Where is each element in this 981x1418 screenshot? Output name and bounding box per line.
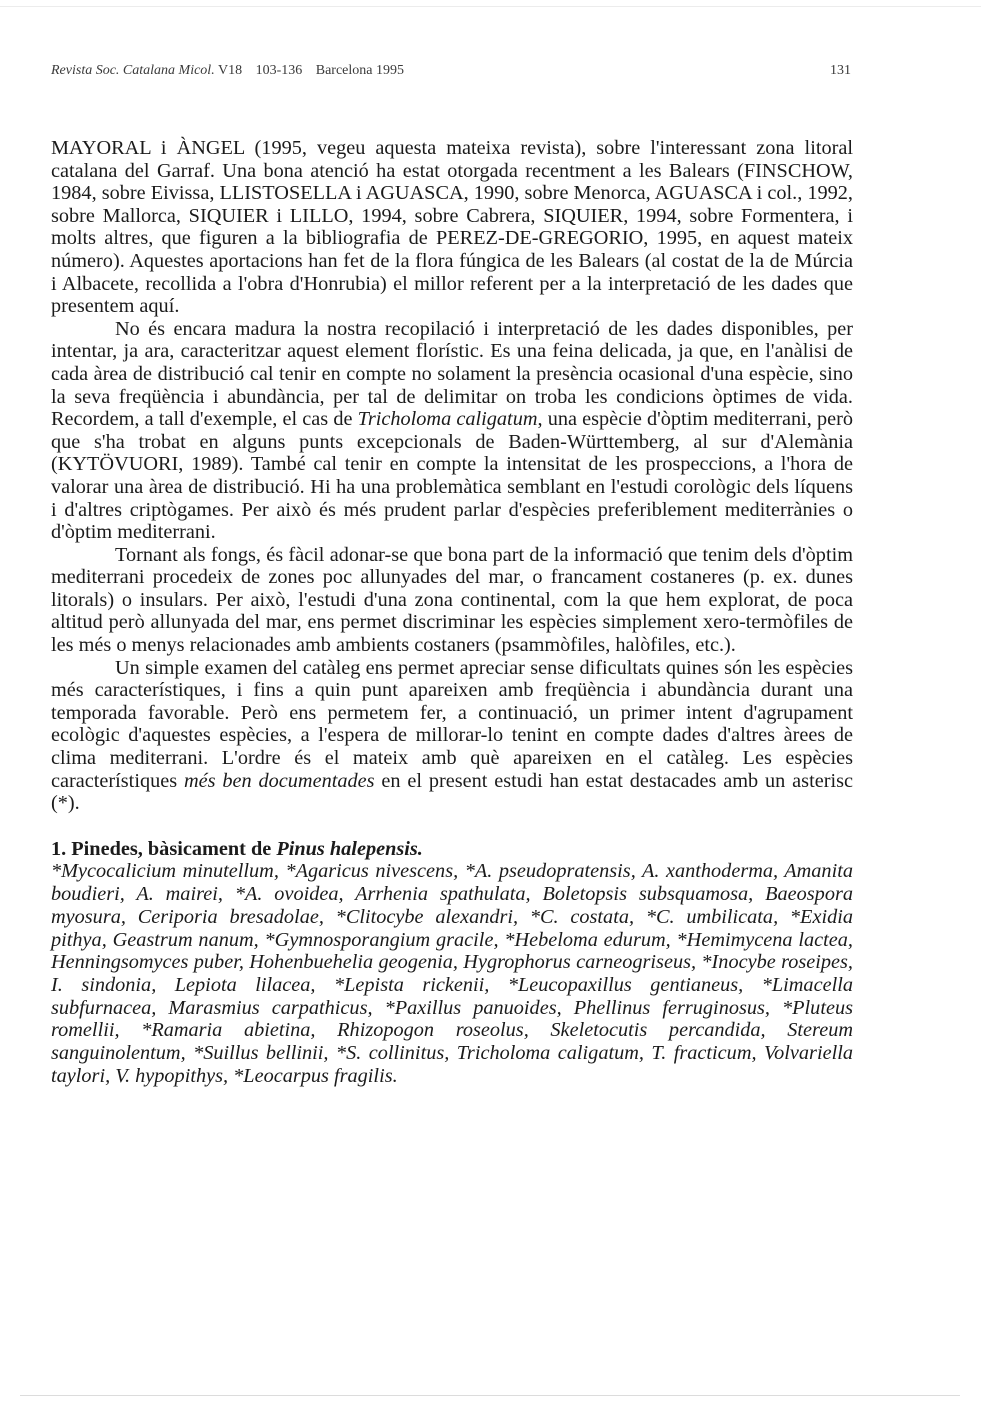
journal-place-year: Barcelona 1995 (315, 63, 404, 78)
page-body (51, 137, 853, 1087)
paragraph-3: Tornant als fongs, és fàcil adonar-se que bona part de la informació que tenim dels d'òptim mediterrani procedeix de zones poc allunyades del mar, o francament costaneres (p. ex. dunes litorals) o insulars. Per això, l'estudi d'una zona continental, com la que hem explorat, de poca altitud però allunyada del mar, ens permet discriminar les espècies simplement xero-termòfiles de les més o menys relacionades amb ambients costaners (psammòfiles, halòfiles, etc.). (51, 543, 853, 657)
top-rule (0, 6, 981, 7)
paragraph-2-part-2: , una espècie d'òptim mediterrani, però que s'ha trobat en alguns punts excepcionals de Baden-Württemberg, al sur d'Alemània (KYTÖVUORI, 1989). També cal tenir en compte la intensitat de les prospeccions, a l'hora de valorar una àrea de distribució. Hi ha una problemàtica semblant en l'estudi corològic dels líquens i d'altres criptògames. Per això és més prudent parlar d'espècies preferiblement mediterrànies o d'òptim mediterrani. (51, 408, 853, 544)
journal-volume: V18 (217, 63, 243, 78)
section-title (51, 838, 853, 861)
paragraph-2-part-1: No és encara madura la nostra recopilació i interpretació de les dades disponibles, per intentar, ja ara, caracteritzar aquest element florístic. Es una feina delicada, ja que, en l'anàlisi de cada àrea de distribució cal tenir en compte no solament la presència ocasional d'una espècie, sino la seva freqüència i abundància, per tal de delimitar on troba les condicions òptimes de vida. Recordem, a tall d'exemple, el cas de (51, 317, 853, 431)
paragraph-2 (51, 318, 853, 544)
running-header (51, 63, 851, 85)
paragraph-4 (51, 657, 853, 815)
species-list: *Mycocalicium minutellum, *Agaricus nivescens, *A. pseudopratensis, A. xanthoderma, Amanita boudieri, A. mairei, *A. ovoidea, Arrhenia spathulata, Boletopsis subsquamosa, Baeospora myosura, Ceriporia bresadolae, *Clitocybe alexandri, *C. costata, *C. umbilicata, *Exidia pithya, Geastrum nanum, *Gymnosporangium gracile, *Hebeloma edurum, *Hemimycena lactea, Henningsomyces puber, Hohenbuehelia geogenia, Hygrophorus carneogriseus, *Inocybe roseipes, I. sindonia, Lepiota lilacea, *Lepista rickenii, *Leucopaxillus gentianeus, *Limacella subfurnacea, Marasmius carpathicus, *Paxillus panuoides, Phellinus ferruginosus, *Pluteus romellii, *Ramaria abietina, Rhizopogon roseolus, Skeletocutis percandida, Stereum sanguinolentum, *Suillus bellinii, *S. collinitus, Tricholoma caligatum, T. fracticum, Volvariella taylori, V. hypopithys, *Leocarpus fragilis. (51, 860, 853, 1087)
section-title-genus: Pinus halepensis. (276, 837, 423, 860)
bottom-rule (20, 1395, 960, 1396)
journal-name: Revista Soc. Catalana Micol. (51, 63, 215, 78)
paragraph-4-emphasis: més ben documentades (183, 769, 375, 792)
page-number: 131 (830, 63, 851, 78)
paragraph-4-part-2: en el present estudi han estat destacades amb un asterisc (*). (51, 769, 853, 815)
paragraph-2-species: Tricholoma caligatum (357, 408, 538, 431)
journal-pages: 103-136 (255, 63, 303, 78)
paragraph-4-part-1: Un simple examen del catàleg ens permet apreciar sense dificultats quines són les espècies més característiques, i fins a quin punt apareixen amb freqüència i abundància durant una temporada favorable. Però ens permetem fer, a continuació, un primer intent d'agrupament ecològic d'aquestes espècies, a l'espera de millorar-lo tenint en compte dades d'altres àrees de clima mediterrani. L'ordre és el mateix amb què apareixen en el catàleg. Les espècies característiques (51, 656, 853, 792)
section-title-prefix: 1. Pinedes, bàsicament de (51, 837, 277, 860)
paragraph-1: MAYORAL i ÀNGEL (1995, vegeu aquesta mateixa revista), sobre l'interessant zona litoral catalana del Garraf. Una bona atenció ha estat otorgada recentment a les Balears (FINSCHOW, 1984, sobre Eivissa, LLISTOSELLA i AGUASCA, 1990, sobre Menorca, AGUASCA i col., 1992, sobre Mallorca, SIQUIER i LILLO, 1994, sobre Cabrera, SIQUIER, 1994, sobre Formentera, i molts altres, que figuren a la bibliografia de PEREZ-DE-GREGORIO, 1995, en aquest mateix número). Aquestes aportacions han fet de la flora fúngica de les Balears (al costat de la de Múrcia i Albacete, recollida a l'obra d'Honrubia) el millor referent per a la interpretació de les dades que presentem aquí. (51, 137, 853, 318)
